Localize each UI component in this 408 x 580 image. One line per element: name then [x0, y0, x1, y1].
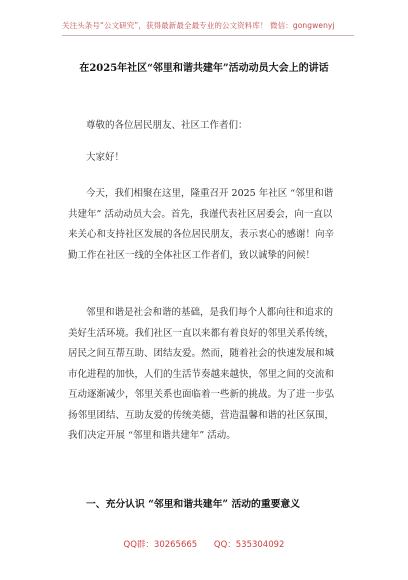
- greeting: 大家好！: [86, 152, 125, 163]
- section-heading: 一、充分认识 “邻里和谐共建年” 活动的重要意义: [86, 499, 301, 510]
- document-title: 在2025年社区“邻里和谐共建年”活动动员大会上的讲话: [79, 63, 329, 74]
- salutation: 尊敬的各位居民朋友、社区工作者们：: [86, 120, 248, 131]
- header-promo-text: 关注头条号“公文研究”，获得最新最全最专业的公文资料库！ 微信：gongwenyj: [62, 21, 335, 30]
- qq-number: QQ：535304092: [213, 540, 285, 550]
- header-divider: [62, 35, 354, 36]
- page-header: [0, 0, 408, 40]
- page-footer: [0, 538, 408, 550]
- qq-group-number: QQ群：30265665: [123, 540, 198, 550]
- paragraph-1: 今天，我们相聚在这里，隆重召开 2025 年社区 “邻里和谐共建年” 活动动员大会。首先，我谨代表社区居委会，向一直以来关心和支持社区发展的各位居民朋友，表示衷心的感谢！向辛勤工作在社区一线的全体社区工作者们，致以诚挚的问候！: [68, 188, 335, 261]
- paragraph-2: 邻里和谐是社会和谐的基础，是我们每个人都向往和追求的美好生活环境。我们社区一直以来都有着良好的邻里关系传统，居民之间互帮互助、团结友爱。然而，随着社会的快速发展和城市化进程的加快，人们的生活节奏越来越快，邻里之间的交流和互动逐渐减少，邻里关系也面临着一些新的挑战。为了进一步弘扬邻里团结、互助友爱的传统美德，营造温馨和谐的社区氛围，我们决定开展 “邻里和谐共建年” 活动。: [68, 307, 335, 441]
